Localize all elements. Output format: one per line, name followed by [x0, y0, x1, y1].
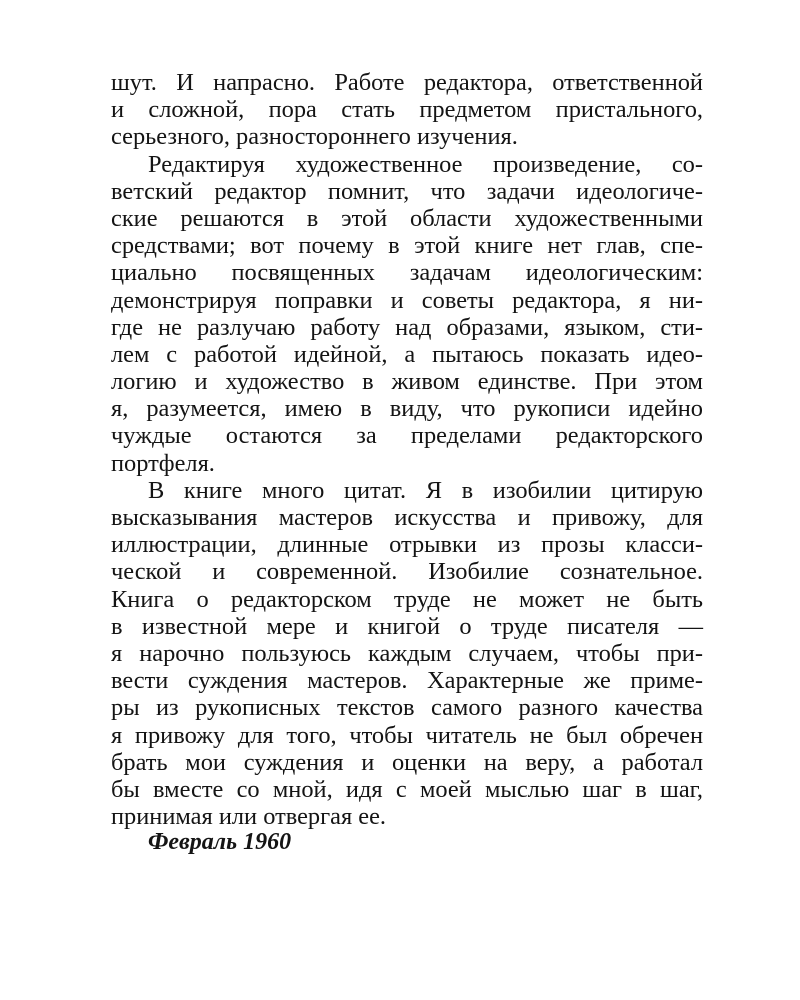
text-line: ветский редактор помнит, что задачи идеологиче-: [111, 177, 703, 205]
text-line: бы вместе со мной, идя с моей мыслью шаг в шаг,: [111, 775, 703, 803]
text-line: в известной мере и книгой о труде писателя —: [111, 612, 703, 640]
text-line: шут. И напрасно. Работе редактора, ответственной: [111, 69, 703, 96]
text-line: где не разлучаю работу над образами, языком, сти-: [111, 313, 703, 341]
text-line: средствами; вот почему в этой книге нет глав, спе-: [111, 232, 703, 260]
text-line: и сложной, пора стать предметом пристального,: [111, 96, 703, 124]
text-line: ческой и современной. Изобилие сознательное.: [111, 558, 703, 586]
text-line: иллюстрации, длинные отрывки из прозы класси-: [111, 531, 703, 559]
text-line: принимая или отвергая ее.: [111, 803, 387, 831]
text-line: логию и художество в живом единстве. При этом: [111, 368, 703, 396]
signature-date: Февраль 1960: [148, 829, 292, 855]
text-line: лем с работой идейной, а пытаюсь показать идео-: [111, 340, 703, 368]
body-text: [111, 69, 703, 830]
text-line: Редактируя художественное произведение, со-: [148, 150, 703, 178]
text-line: циально посвященных задачам идеологическим:: [111, 259, 703, 287]
text-line: вести суждения мастеров. Характерные же приме-: [111, 667, 703, 695]
text-line: брать мои суждения и оценки на веру, а работал: [111, 748, 703, 776]
text-line: ские решаются в этой области художественными: [111, 204, 703, 232]
text-line: ры из рукописных текстов самого разного качества: [111, 694, 703, 722]
text-line: Книга о редакторском труде не может не быть: [111, 585, 703, 613]
text-line: В книге много цитат. Я в изобилии цитирую: [148, 476, 703, 504]
text-line: портфеля.: [111, 449, 215, 477]
text-line: демонстрируя поправки и советы редактора, я ни-: [111, 286, 703, 314]
text-line: я привожу для того, чтобы читатель не был обречен: [111, 721, 703, 749]
text-line: я, разумеется, имею в виду, что рукописи идейно: [111, 395, 703, 423]
text-line: высказывания мастеров искусства и привожу, для: [111, 504, 703, 531]
text-line: я нарочно пользуюсь каждым случаем, чтобы при-: [111, 639, 703, 667]
text-line: серьезного, разностороннего изучения.: [111, 123, 518, 151]
text-line: чуждые остаются за пределами редакторского: [111, 422, 703, 450]
